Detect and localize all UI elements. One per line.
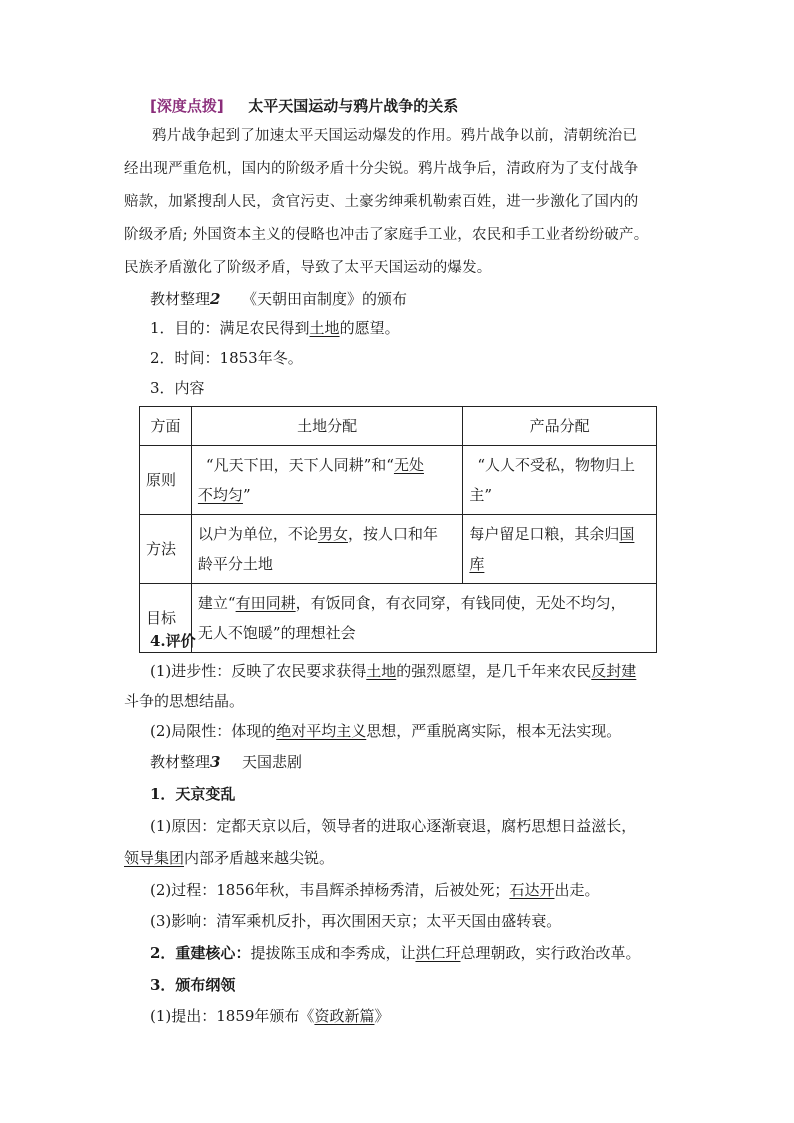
principle-product-cell: “人人不受私，物物归上 主” [463, 446, 657, 515]
deep-analysis-line-2: 经出现严重危机，国内的阶级矛盾十分尖锐。鸦片战争后，清政府为了支付战争 [124, 161, 639, 177]
evaluation-progress-cont: 斗争的思想结晶。 [124, 692, 245, 710]
section-2-item-1: 1．目的：满足农民得到土地的愿望。 [150, 319, 400, 337]
deep-analysis-line-4: 阶级矛盾; 外国资本主义的侵略也冲击了家庭手工业，农民和手工业者纷纷破产。 [124, 227, 649, 243]
impact-line: (3)影响：清军乘机反扑，再次围困天京；太平天国由盛转衰。 [150, 912, 562, 930]
section-3-heading [150, 752, 302, 772]
section-3-number: 3 [210, 753, 221, 771]
deep-analysis-heading [150, 96, 458, 116]
deep-analysis-line-1: 鸦片战争起到了加速太平天国运动爆发的作用。鸦片战争以前，清朝统治已 [152, 128, 638, 144]
section-2-item-3: 3．内容 [150, 379, 205, 397]
proposal-line: (1)提出：1859年颁布《资政新篇》 [150, 1007, 390, 1025]
table-row [140, 446, 657, 515]
table-header-cell: 产品分配 [463, 407, 657, 446]
principle-land-cell: “凡天下田，天下人同耕”和“无处 不均匀” [191, 446, 462, 515]
section-3-item-2: 2．重建核心：提拔陈玉成和李秀成，让洪仁玕总理朝政，实行政治改革。 [150, 944, 641, 962]
section-3-title: 天国悲剧 [242, 753, 303, 771]
deep-analysis-line-5: 民族矛盾激化了阶级矛盾，导致了太平天国运动的爆发。 [124, 260, 492, 276]
cause-line-cont: 领导集团内部矛盾越来越尖锐。 [124, 849, 335, 867]
evaluation-limitation: (2)局限性：体现的绝对平均主义思想，严重脱离实际，根本无法实现。 [150, 722, 622, 740]
table-row [140, 584, 657, 653]
cause-line: (1)原因：定都天京以后，领导者的进取心逐渐衰退，腐朽思想日益滋长， [150, 817, 637, 835]
evaluation-title: 4.评价 [150, 632, 196, 650]
row-label-principle: 原则 [140, 446, 192, 515]
section-3-item-1: 1．天京变乱 [150, 785, 236, 803]
deep-analysis-tag: [深度点拨] [150, 97, 224, 115]
section-2-number: 2 [210, 290, 221, 308]
section-2-item-2: 2．时间：1853年冬。 [150, 349, 303, 367]
table-header-cell: 方面 [140, 407, 192, 446]
section-3-label: 教材整理 [150, 753, 211, 771]
method-land-cell: 以户为单位，不论男女，按人口和年 龄平分土地 [191, 515, 462, 584]
deep-analysis-title: 太平天国运动与鸦片战争的关系 [248, 97, 459, 115]
section-2-label: 教材整理 [150, 290, 211, 308]
section-2-heading [150, 289, 407, 309]
goal-cell: 建立“有田同耕，有饭同食，有衣同穿，有钱同使，无处不均匀， 无人不饱暖”的理想社会 [191, 584, 656, 653]
deep-analysis-line-3: 赔款，加紧搜刮人民，贪官污吏、土豪劣绅乘机勒索百姓，进一步激化了国内的 [124, 194, 639, 210]
table-header-cell: 土地分配 [191, 407, 462, 446]
method-product-cell: 每户留足口粮，其余归国 库 [463, 515, 657, 584]
row-label-method: 方法 [140, 515, 192, 584]
content-table [139, 406, 657, 653]
section-3-item-3: 3．颁布纲领 [150, 976, 236, 994]
section-2-title: 《天朝田亩制度》的颁布 [242, 290, 408, 308]
table-row [140, 515, 657, 584]
table-header-row [140, 407, 657, 446]
process-line: (2)过程：1856年秋，韦昌辉杀掉杨秀清，后被处死；石达开出走。 [150, 881, 600, 899]
evaluation-progress: (1)进步性：反映了农民要求获得土地的强烈愿望，是几千年来农民反封建 [150, 662, 637, 680]
row-label-goal: 目标 [140, 584, 192, 653]
